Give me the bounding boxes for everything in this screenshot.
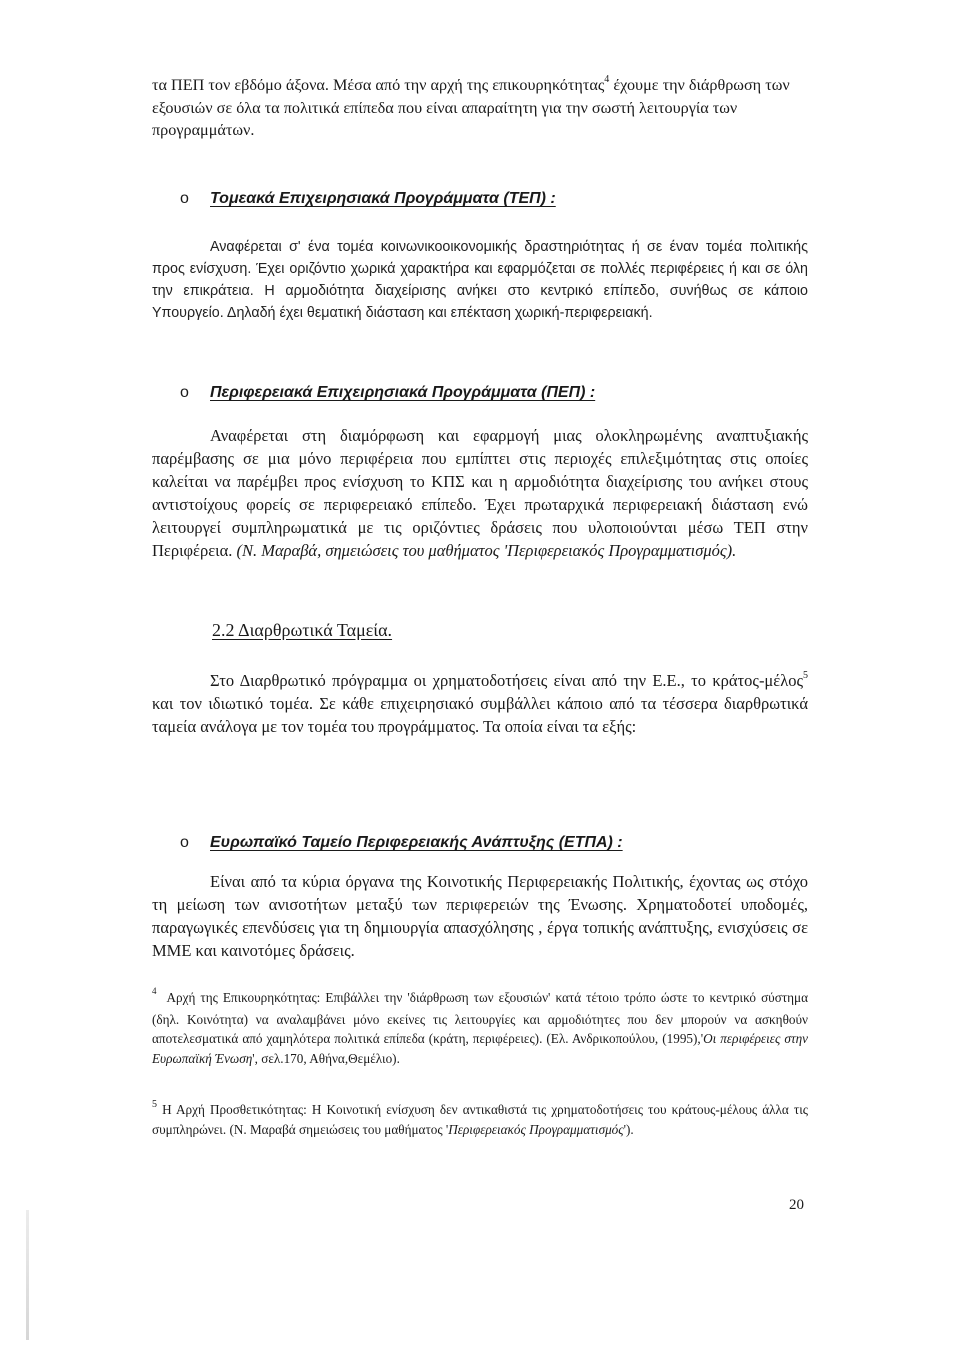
footnote-4 bbox=[152, 988, 808, 1068]
structural-text: Στο Διαρθρωτικό πρόγραμμα οι χρηματοδοτήσεις είναι από την Ε.Ε., το κράτος-μέλος bbox=[210, 671, 803, 690]
footnote-text: Η Αρχή Προσθετικότητας: Η Κοινοτική ενίσχυση δεν αντικαθιστά τις χρηματοδοτήσεις του κράτους-μέλους άλλα τις συμπληρώνει. (Ν. Μαραβά σημειώσεις του μαθήματος ' bbox=[152, 1102, 809, 1137]
footnote-italic: Οι περιφέρειες στην Ευρωπαϊκή Ένωση bbox=[152, 1031, 808, 1066]
page-number: 20 bbox=[789, 1197, 804, 1213]
heading-pep bbox=[180, 384, 595, 402]
footnote-5 bbox=[152, 1100, 808, 1139]
footnote-ref-5[interactable]: 5 bbox=[803, 669, 808, 681]
heading-etpa-text: Ευρωπαϊκό Ταμείο Περιφερειακής Ανάπτυξης (ΕΤΠΑ) : bbox=[210, 834, 623, 851]
bullet-icon: o bbox=[180, 190, 189, 207]
pep-note: (Ν. Μαραβά, σημειώσεις του μαθήματος 'Περιφερειακός Προγραμματισμός). bbox=[236, 541, 737, 560]
pep-paragraph bbox=[152, 424, 808, 562]
footnote-end: '). bbox=[623, 1121, 634, 1137]
section-title: 2.2 Διαρθρωτικά Ταμεία. bbox=[212, 620, 393, 640]
structural-text-cont: και τον ιδιωτικό τομέα. Σε κάθε επιχειρησιακό συμβάλλει κάποιο από τα τέσσερα διαρθρωτικά ταμεία ανάλογα με τον τομέα του προγράμματος. Τα οποία είναι τα εξής: bbox=[152, 694, 808, 736]
pep-body: Αναφέρεται στη διαμόρφωση και εφαρμογή μιας ολοκληρωμένης αναπτυξιακής παρέμβασης σε μια μόνο περιφέρεια που εμπίπτει στις περιοχές επιλεξιμότητας στις οποίες καλείται να παρέμβει προς ενίσχυση το ΚΠΣ και η αρμοδιότητα διαχείρισης του ανήκει στους αντιστοίχους φορείς σε περιφερειακό επίπεδο. Έχει πρωταρχικά περιφερειακή διάσταση ενώ λειτουργεί συμπληρωματικά με τις οριζόντιες δράσεις που υλοποιούνται μέσω ΤΕΠ στην Περιφέρεια. bbox=[152, 426, 808, 560]
footnote-ref-4[interactable]: 4 bbox=[604, 73, 610, 85]
heading-pep-text: Περιφερειακά Επιχειρησιακά Προγράμματα (ΠΕΠ) : bbox=[210, 384, 596, 401]
heading-tep-text: Τομεακά Επιχειρησιακά Προγράμματα (ΤΕΠ) : bbox=[210, 190, 556, 207]
intro-paragraph bbox=[152, 74, 807, 142]
intro-text-cont: έχουμε την διάρθρωση των εξουσιών σε όλα τα πολιτικά επίπεδα που είναι απαραίτητη για την σωστή λειτουργία των προγραμμάτων. bbox=[152, 76, 790, 139]
footnote-mark: 5 bbox=[152, 1098, 157, 1110]
bullet-icon: o bbox=[180, 834, 189, 851]
footnote-text: Αρχή της Επικουρηκότητας: Επιβάλλει την 'διάρθρωση των εξουσιών' κατά τέτοιο τρόπο ώστε το κεντρικό σύστημα (δηλ. Κοινότητα) να αναλαμβάνει μόνο εκείνες τις λειτουργίες και αρμοδιότητες που δεν μπορούν να ασκηθούν αποτελεσματικά από χαμηλότερα πολιτικά επίπεδα (κράτη, περιφέρειες). (Ελ. Ανδρικοπούλου, (1995),' bbox=[152, 990, 808, 1046]
structural-paragraph bbox=[152, 669, 808, 738]
scan-edge-line bbox=[26, 1210, 29, 1340]
heading-etpa bbox=[180, 834, 623, 852]
footnote-italic: Περιφερειακός Προγραμματισμός bbox=[448, 1121, 624, 1137]
bullet-icon: o bbox=[180, 384, 189, 401]
heading-tep bbox=[180, 190, 556, 208]
intro-text: τα ΠΕΠ τον εβδόμο άξονα. Μέσα από την αρχή της επικουρηκότητας bbox=[152, 76, 605, 94]
footnote-mark: 4 bbox=[152, 986, 157, 996]
tep-paragraph: Αναφέρεται σ' ένα τομέα κοινωνικοοικονομικής δραστηριότητας ή σε έναν τομέα πολιτικής προς ενίσχυση. Έχει οριζόντιο χωρικά χαρακτήρα και εφαρμόζεται σε πολλές περιφέρειες ή και σε όλη την επικράτεια. Η αρμοδιότητα διαχείρισης ανήκει στο κεντρικό επίπεδο, συνήθως σε κάποιο Υπουργείο. Δηλαδή έχει θεματική διάσταση και επέκταση χωρική-περιφερειακή. bbox=[152, 239, 808, 321]
footnote-end: ', σελ.170, Αθήνα,Θεμέλιο). bbox=[252, 1050, 400, 1066]
etpa-paragraph: Είναι από τα κύρια όργανα της Κοινοτικής Περιφερειακής Πολιτικής, έχοντας ως στόχο τη μείωση των ανισοτήτων μεταξύ των περιφερειών της Ένωσης. Χρηματοδοτεί υποδομές, παραγωγικές επενδύσεις για τη δημιουργία απασχόλησης , έργα τοπικής ανάπτυξης, ενισχύσεις σε ΜΜΕ και καινοτόμες δράσεις. bbox=[152, 872, 808, 960]
